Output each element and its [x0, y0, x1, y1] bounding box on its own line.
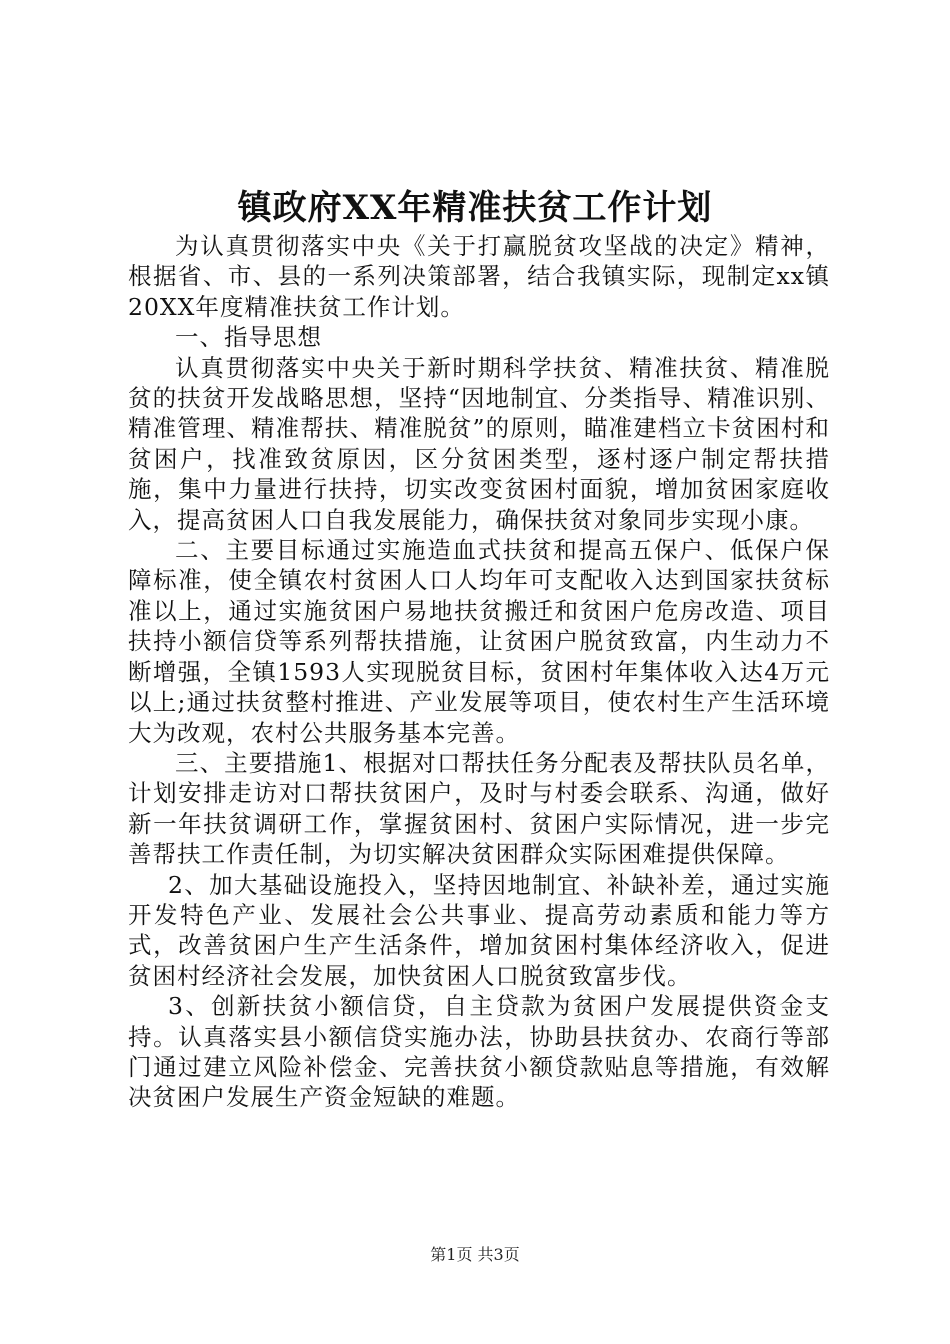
intro-paragraph: 为认真贯彻落实中央《关于打赢脱贫攻坚战的决定》精神，根据省、市、县的一系列决策部署，结合我镇实际，现制定xx镇20XX年度精准扶贫工作计划。	[128, 232, 830, 321]
guiding-ideology-paragraph: 认真贯彻落实中央关于新时期科学扶贫、精准扶贫、精准脱贫的扶贫开发战略思想，坚持“因地制宜、分类指导、精准识别、精准管理、精准帮扶、精准脱贫”的原则，瞄准建档立卡贫困村和贫困户，找准致贫原因，区分贫困类型，逐村逐户制定帮扶措施，集中力量进行扶持，切实改变贫困村面貌，增加贫困家庭收入，提高贫困人口自我发展能力，确保扶贫对象同步实现小康。	[128, 353, 830, 534]
main-measures-paragraph: 三、主要措施1、根据对口帮扶任务分配表及帮扶队员名单，计划安排走访对口帮扶贫困户，及时与村委会联系、沟通，做好新一年扶贫调研工作，掌握贫困村、贫困户实际情况，进一步完善帮扶工作责任制，为切实解决贫困群众实际困难提供保障。	[128, 748, 830, 869]
infrastructure-paragraph: 2、加大基础设施投入，坚持因地制宜、补缺补差，通过实施开发特色产业、发展社会公共事业、提高劳动素质和能力等方式，改善贫困户生产生活条件，增加贫困村集体经济收入，促进贫困村经济社会发展，加快贫困人口脱贫致富步伐。	[128, 870, 830, 990]
document-title: 镇政府XX年精准扶贫工作计划	[237, 188, 713, 228]
document-body	[128, 231, 830, 1113]
section-heading-guiding-ideology: 一、指导思想	[175, 323, 322, 352]
page-footer: 第1页 共3页	[430, 1245, 520, 1264]
microcredit-paragraph: 3、创新扶贫小额信贷，自主贷款为贫困户发展提供资金支持。认真落实县小额信贷实施办法，协助县扶贫办、农商行等部门通过建立风险补偿金、完善扶贫小额贷款贴息等措施，有效解决贫困户发展生产资金短缺的难题。	[128, 992, 830, 1112]
main-goals-paragraph: 二、主要目标通过实施造血式扶贫和提高五保户、低保户保障标准，使全镇农村贫困人口人均年可支配收入达到国家扶贫标准以上，通过实施贫困户易地扶贫搬迁和贫困户危房改造、项目扶持小额信贷等系列帮扶措施，让贫困户脱贫致富，内生动力不断增强，全镇1593人实现脱贫目标，贫困村年集体收入达4万元以上;通过扶贫整村推进、产业发展等项目，使农村生产生活环境大为改观，农村公共服务基本完善。	[128, 536, 830, 747]
